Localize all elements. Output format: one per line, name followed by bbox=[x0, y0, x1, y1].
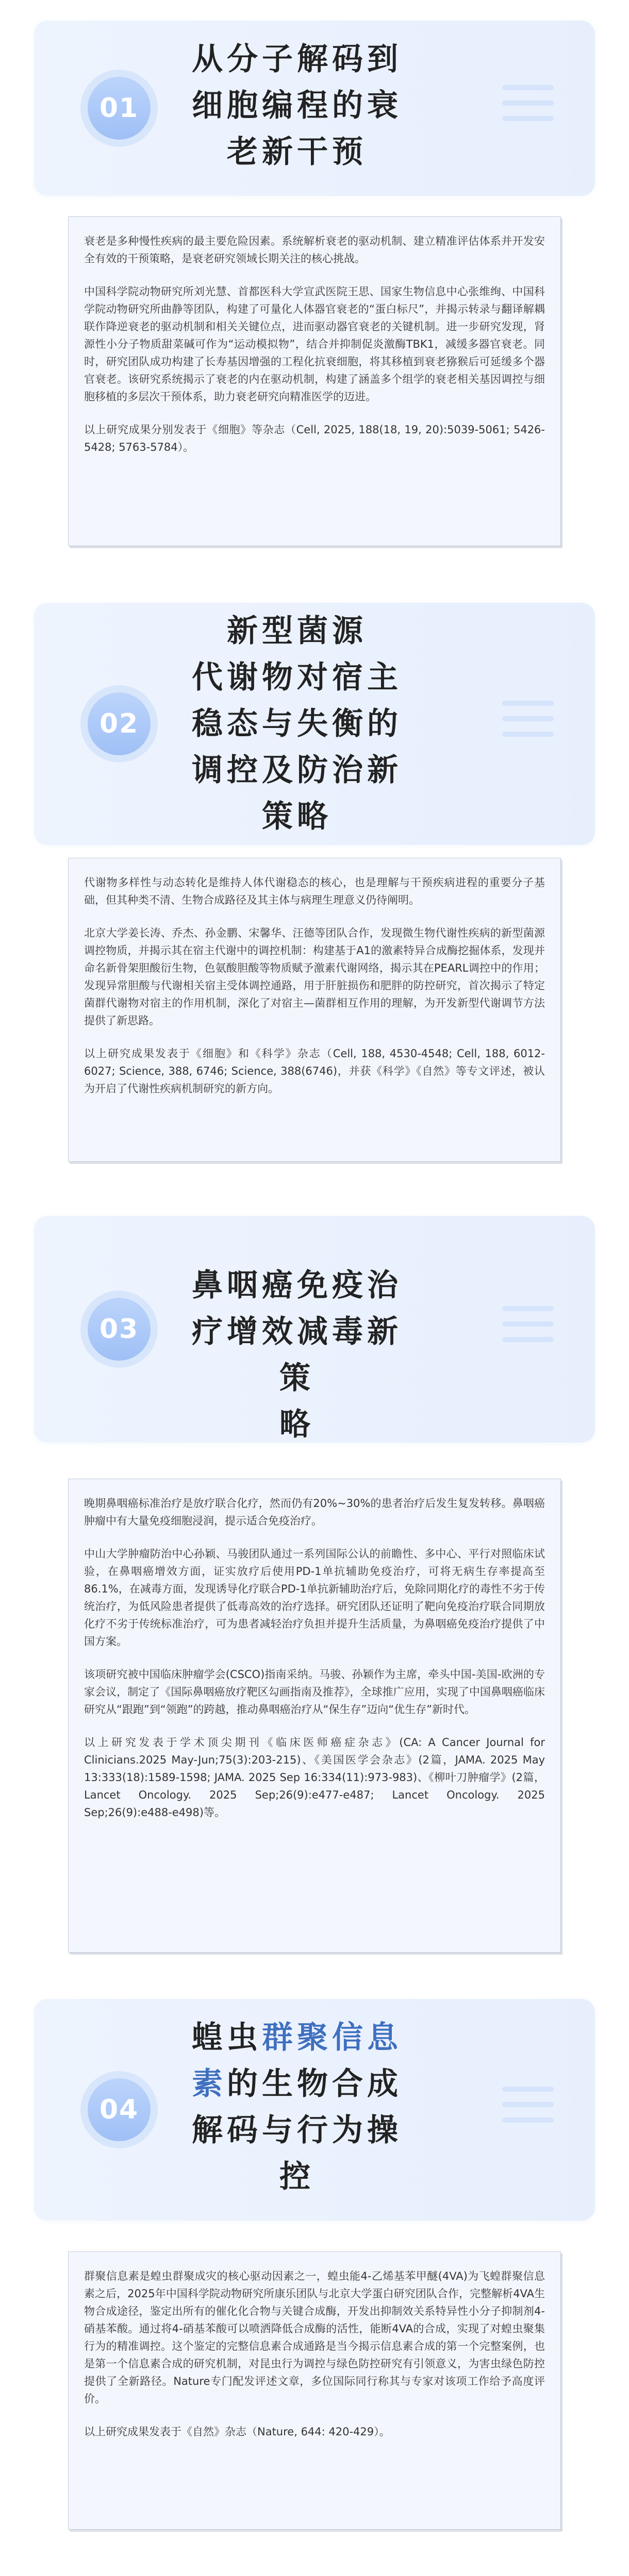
section-title-line: 略 bbox=[279, 1406, 314, 1443]
section-number-circle bbox=[88, 2078, 151, 2141]
section-paragraph: 该项研究被中国临床肿瘤学会(CSCO)指南采纳。马骏、孙颖作为主席，牵头中国-美国-欧洲的专家会议，制定了《国际鼻咽癌放疗靶区勾画指南及推荐》，全球推广应用，实现了中国鼻咽癌临床研究从“跟跑”到“领跑”的跨越，推动鼻咽癌治疗从“保生存”迈向“优生存”新时代。 bbox=[84, 1668, 545, 1716]
menu-line bbox=[502, 100, 554, 106]
section-content-card bbox=[68, 216, 561, 546]
section-content-card bbox=[68, 1479, 561, 1953]
section-title-line: 调控及防治新 bbox=[192, 752, 402, 788]
section-header bbox=[34, 21, 595, 196]
section-title-line: 老新干预 bbox=[227, 134, 367, 170]
section-paragraph: 群聚信息素是蝗虫群聚成灾的核心驱动因素之一，蝗虫能4-乙烯基苯甲醚(4VA)为飞蝗群聚信息素之后，2025年中国科学院动物研究所康乐团队与北京大学蛋白研究团队合作，完整解析4VA生物合成途径，鉴定出所有的催化化合物与关键合成酶，开发出抑制效关系特异性小分子抑制剂4-硝基苯酸。通过将4-硝基苯酸可以喷洒降低合成酶的活性，能断4VA的合成，实现了对蝗虫聚集行为的精准调控。这个鉴定的完整信息素合成通路是当今揭示信息素合成的第一个完整案例，也是第一个信息素合成的研究机制，对昆虫行为调控与绿色防控研究有引领意义，为害虫绿色防控提供了全新路径。Nature专门配发评述文章，多位国际同行称其与专家对该项工作给予高度评价。 bbox=[84, 2270, 545, 2405]
section-title-line: 解码与行为操 bbox=[192, 2112, 402, 2148]
section-content-card bbox=[68, 2251, 561, 2530]
menu-lines-icon bbox=[502, 2087, 554, 2133]
section-paragraph: 代谢物多样性与动态转化是维持人体代谢稳态的核心，也是理解与干预疾病进程的重要分子基础，但其种类不清、生物合成路径及其主体与病理生理意义仍待阐明。 bbox=[84, 876, 545, 906]
section-paragraph: 中山大学肿瘤防治中心孙颖、马骏团队通过一系列国际公认的前瞻性、多中心、平行对照临床试验，在鼻咽癌增效方面，证实放疗后使用PD-1单抗辅助免疫治疗，可将无病生存率提高至86.1%，在减毒方面，发现诱导化疗联合PD-1单抗新辅助治疗后，免除同期化疗的毒性不劣于传统治疗，为低风险患者提供了低毒高效的治疗选择。研究团队还证明了靶向免疫治疗联合同期放化疗不劣于传统标准治疗，可为患者减轻治疗负担并提升生活质量，为鼻咽癌免疫治疗提供了中国方案。 bbox=[84, 1548, 545, 1648]
section-title-line: 新型菌源 bbox=[227, 613, 367, 649]
section-paragraph: 中国科学院动物研究所刘光慧、首都医科大学宣武医院王思、国家生物信息中心张维绚、中国科学院动物研究所曲静等团队，构建了可量化人体器官衰老的“蛋白标尺”，并揭示转录与翻译解耦联作降逆衰老的驱动机制和相关关键位点，进而驱动器官衰老的关键机制。进一步研究发现，肾源性小分子物质甜菜碱可作为“运动模拟物”，结合并抑制促炎激酶TBK1，减缓多器官衰老。同时，研究团队成功构建了长寿基因增强的工程化抗衰细胞，将其移植到衰老猕猴后可延缓多个器官衰老。该研究系统揭示了衰老的内在驱动机制，构建了涵盖多个组学的衰老相关基因调控与细胞移植的多层次干预体系，助力衰老研究向精准医学的迈进。 bbox=[84, 285, 545, 403]
section-number: 04 bbox=[99, 2094, 139, 2125]
section-title bbox=[189, 2014, 405, 2200]
section-paragraph: 以上研究成果发表于《细胞》和《科学》杂志（Cell, 188, 4530-4548; Cell, 188, 6012-6027; Science, 388, 6746; Science, 388(6746)，并获《科学》《自然》等专文评述，被认为开启了代谢性疾病机制研究的新方向。 bbox=[84, 1047, 545, 1095]
section-title-line: 素的生物合成 bbox=[192, 2066, 402, 2102]
section-number-badge bbox=[80, 2071, 158, 2148]
menu-line bbox=[502, 1321, 554, 1327]
section-title bbox=[189, 1262, 405, 1448]
menu-line bbox=[502, 2102, 554, 2107]
menu-line bbox=[502, 716, 554, 721]
menu-line bbox=[502, 85, 554, 90]
section-number: 02 bbox=[99, 708, 139, 739]
menu-line bbox=[502, 1337, 554, 1342]
section-paragraph: 晚期鼻咽癌标准治疗是放疗联合化疗，然而仍有20%~30%的患者治疗后发生复发转移。鼻咽癌肿瘤中有大量免疫细胞浸润，提示适合免疫治疗。 bbox=[84, 1497, 545, 1527]
section-paragraph: 以上研究成果发表于《自然》杂志（Nature, 644: 420-429）。 bbox=[84, 2426, 390, 2438]
menu-line bbox=[502, 116, 554, 121]
menu-line bbox=[502, 2087, 554, 2092]
menu-line bbox=[502, 2117, 554, 2123]
section-header bbox=[34, 1999, 595, 2221]
section-content-card bbox=[68, 858, 561, 1162]
section-title-line: 疗增效减毒新策 bbox=[192, 1314, 402, 1396]
section-title-line: 从分子解码到 bbox=[192, 41, 402, 77]
section-paragraph: 以上研究成果分别发表于《细胞》等杂志（Cell, 2025, 188(18, 19, 20):5039-5061; 5426-5428; 5763-5784）。 bbox=[84, 423, 545, 453]
menu-lines-icon bbox=[502, 1306, 554, 1352]
menu-lines-icon bbox=[502, 85, 554, 131]
section-paragraph: 衰老是多种慢性疾病的最主要危险因素。系统解析衰老的驱动机制、建立精准评估体系并开发安全有效的干预策略，是衰老研究领域长期关注的核心挑战。 bbox=[84, 235, 545, 265]
menu-line bbox=[502, 701, 554, 706]
section-paragraph: 北京大学姜长涛、乔杰、孙金鹏、宋馨华、汪德等团队合作，发现微生物代谢性疾病的新型菌源调控物质，并揭示其在宿主代谢中的调控机制：构建基于A1的激素特异合成酶挖掘体系，发现并命名新骨架胆酸衍生物，色氨酸胆酸等物质赋予激素代谢网络，揭示其在PEARL调控中的作用；发现异常胆酸与代谢相关宿主受体调控通路，用于肝脏损伤和肥胖的防控研究，首次揭示了特定菌群代谢物对宿主的作用机制，深化了对宿主—菌群相互作用的理解，为开发新型代谢调节方法提供了新思路。 bbox=[84, 927, 545, 1027]
section-title-line: 鼻咽癌免疫治 bbox=[192, 1267, 402, 1303]
section-title bbox=[189, 608, 405, 840]
section-header bbox=[34, 1216, 595, 1443]
section-number-circle bbox=[88, 1298, 151, 1361]
menu-line bbox=[502, 732, 554, 737]
section-title-line: 代谢物对宿主 bbox=[192, 659, 402, 696]
section-title bbox=[189, 36, 405, 175]
section-number-badge bbox=[80, 70, 158, 147]
section-header bbox=[34, 603, 595, 845]
menu-line bbox=[502, 1306, 554, 1311]
section-number: 01 bbox=[99, 93, 139, 124]
section-title-line: 蝗虫群聚信息 bbox=[192, 2020, 402, 2056]
section-number: 03 bbox=[99, 1314, 139, 1345]
section-number-circle bbox=[88, 692, 151, 755]
section-number-badge bbox=[80, 685, 158, 762]
section-title-line: 稳态与失衡的 bbox=[192, 706, 402, 742]
section-title-line: 细胞编程的衰 bbox=[192, 88, 402, 124]
menu-lines-icon bbox=[502, 701, 554, 747]
section-title-line: 策略 bbox=[262, 799, 332, 835]
section-number-badge bbox=[80, 1291, 158, 1368]
section-title-line: 控 bbox=[279, 2159, 314, 2195]
section-number-circle bbox=[88, 77, 151, 140]
section-paragraph: 以上研究发表于学术顶尖期刊《临床医师癌症杂志》(CA: A Cancer Journal for Clinicians.2025 May-Jun;75(3):203-215)、《美国医学会杂志》(2篇，JAMA. 2025 May 13:333(18):1589-1598; JAMA. 2025 Sep 16:334(11):973-983)、《柳叶刀肿瘤学》(2篇，Lancet Oncology. 2025 Sep;26(9):e477-e487; Lancet Oncology. 2025 Sep;26(9):e488-e498)等。 bbox=[84, 1736, 545, 1819]
